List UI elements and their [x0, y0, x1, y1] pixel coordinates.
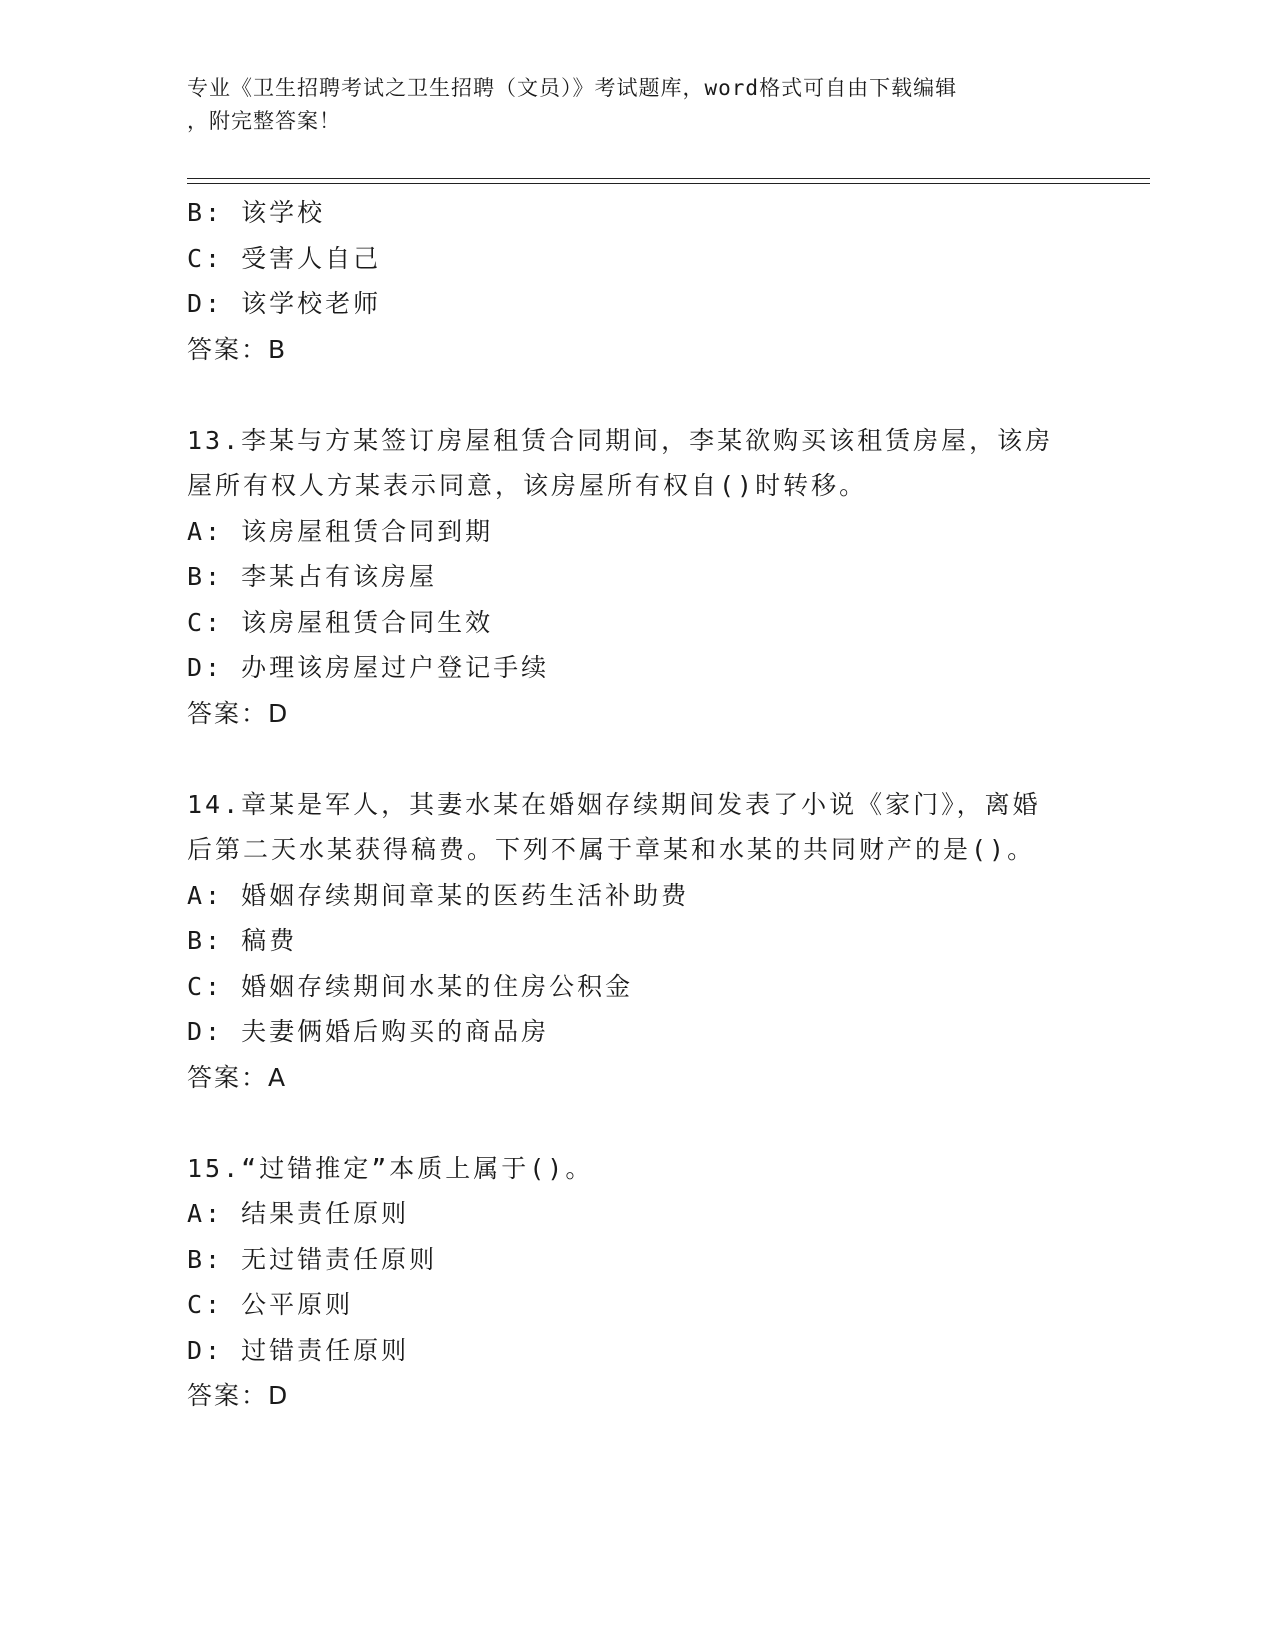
- spacer: [187, 1100, 1087, 1146]
- answer-line: 答案：B: [187, 334, 288, 364]
- question-13: [187, 418, 1087, 737]
- stem-line: 14.章某是军人，其妻水某在婚姻存续期间发表了小说《家门》，离婚: [187, 789, 1041, 819]
- spacer: [187, 372, 1087, 418]
- stem-line: 13.李某与方某签订房屋租赁合同期间，李某欲购买该租赁房屋，该房: [187, 425, 1054, 455]
- question-14: [187, 782, 1087, 1101]
- option-a: A: 结果责任原则: [187, 1199, 410, 1228]
- option-a: A: 婚姻存续期间章某的医药生活补助费: [187, 880, 690, 910]
- option-c: C: 该房屋租赁合同生效: [187, 607, 494, 637]
- option-a: A: 该房屋租赁合同到期: [187, 516, 494, 546]
- header-line-2: ，附完整答案！: [187, 109, 341, 133]
- option-d: D: 该学校老师: [187, 289, 382, 318]
- question-12-continued: [187, 190, 1087, 372]
- option-d: D: 夫妻俩婚后购买的商品房: [187, 1017, 550, 1046]
- stem-line: 后第二天水某获得稿费。下列不属于章某和水某的共同财产的是()。: [187, 835, 1036, 864]
- stem-line: 15.“过错推定”本质上属于()。: [187, 1153, 594, 1183]
- option-b: B: 稿费: [187, 926, 298, 955]
- option-d: D: 办理该房屋过户登记手续: [187, 653, 550, 682]
- option-b: B: 该学校: [187, 198, 326, 227]
- option-b: B: 无过错责任原则: [187, 1244, 438, 1274]
- header-divider-bottom: [187, 183, 1150, 184]
- question-stem: [187, 1146, 1087, 1192]
- header-line-1: 专业《卫生招聘考试之卫生招聘（文员）》考试题库，word格式可自由下载编辑: [187, 76, 958, 100]
- answer-line: 答案：D: [187, 698, 290, 728]
- option-c: C: 公平原则: [187, 1290, 354, 1319]
- spacer: [187, 736, 1087, 782]
- question-stem: [187, 782, 1087, 873]
- document-header: [187, 72, 1067, 138]
- question-stem: [187, 418, 1087, 509]
- option-c: C: 婚姻存续期间水某的住房公积金: [187, 971, 634, 1001]
- option-b: B: 李某占有该房屋: [187, 562, 438, 591]
- answer-line: 答案：D: [187, 1381, 290, 1410]
- answer-line: 答案：A: [187, 1062, 288, 1092]
- option-c: C: 受害人自己: [187, 243, 382, 273]
- document-body: [187, 190, 1087, 1419]
- stem-line: 屋所有权人方某表示同意，该房屋所有权自()时转移。: [187, 471, 868, 500]
- header-divider-top: [187, 178, 1150, 179]
- question-15: [187, 1146, 1087, 1419]
- option-d: D: 过错责任原则: [187, 1335, 410, 1365]
